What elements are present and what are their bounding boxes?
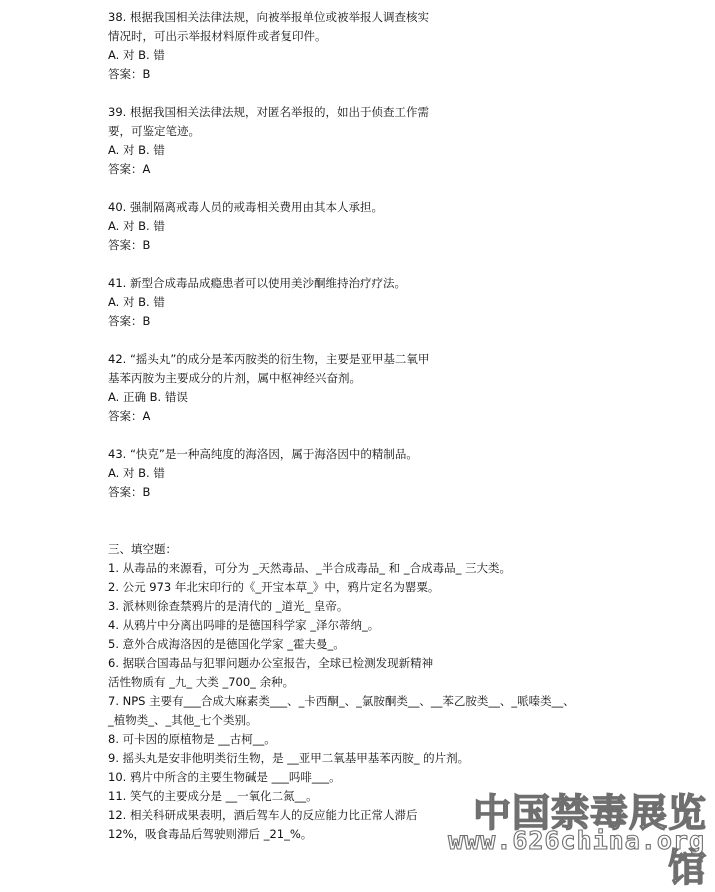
question-text: 41. 新型合成毒品成瘾患者可以使用美沙酮维持治疗疗法。 (108, 276, 406, 290)
question-38 (108, 8, 628, 84)
fill-in-section (108, 540, 628, 844)
question-text: 43. “快克”是一种高纯度的海洛因，属于海洛因中的精制品。 (108, 447, 418, 461)
question-text: 基苯丙胺为主要成分的片剂，属中枢神经兴奋剂。 (108, 371, 361, 385)
question-text: 情况时，可出示举报材料原件或者复印件。 (108, 29, 327, 43)
fill-line: 12%，吸食毒品后驾驶则滞后 _21_%。 (108, 827, 313, 841)
question-options: A. 对 B. 错 (108, 295, 165, 309)
fill-line: 6. 据联合国毒品与犯罪问题办公室报告，全球已检测发现新精神 (108, 656, 434, 670)
question-options: A. 对 B. 错 (108, 219, 165, 233)
question-42 (108, 350, 628, 426)
document-page (108, 8, 628, 844)
question-answer: 答案：B (108, 485, 151, 499)
fill-line: 5. 意外合成海洛因的是德国化学家 _霍夫曼_。 (108, 637, 345, 651)
question-answer: 答案：A (108, 162, 151, 176)
fill-line: 12. 相关科研成果表明，酒后驾车人的反应能力比正常人滞后 (108, 808, 418, 822)
fill-line: 活性物质有 _九_ 大类 _700_ 余种。 (108, 675, 295, 689)
question-answer: 答案：B (108, 314, 151, 328)
question-text: 39. 根据我国相关法律法规，对匿名举报的，如出于侦查工作需 (108, 105, 429, 119)
fill-line: 8. 可卡因的原植物是 __古柯__。 (108, 732, 276, 746)
question-text: 42. “摇头丸”的成分是苯丙胺类的衍生物，主要是亚甲基二氧甲 (108, 352, 430, 366)
fill-line: 11. 笑气的主要成分是 __一氧化二氮__。 (108, 789, 318, 803)
fill-line: 9. 摇头丸是安非他明类衍生物，是 __亚甲二氧基甲基苯丙胺_ 的片剂。 (108, 751, 470, 765)
fill-line: 1. 从毒品的来源看，可分为 _天然毒品、_半合成毒品_ 和 _合成毒品_ 三大类。 (108, 561, 511, 575)
fill-line: 3. 派林则徐查禁鸦片的是清代的 _道光_ 皇帝。 (108, 599, 349, 613)
question-options: A. 对 B. 错 (108, 143, 165, 157)
question-text: 40. 强制隔离戒毒人员的戒毒相关费用由其本人承担。 (108, 200, 383, 214)
watermark-url: www.626china.org (448, 826, 705, 855)
question-options: A. 对 B. 错 (108, 48, 165, 62)
question-answer: 答案：B (108, 67, 151, 81)
question-43 (108, 445, 628, 502)
question-39 (108, 103, 628, 179)
question-text: 38. 根据我国相关法律法规，向被举报单位或被举报人调查核实 (108, 10, 429, 24)
watermark-title: 中国禁毒展览馆 (472, 791, 707, 890)
question-options: A. 对 B. 错 (108, 466, 165, 480)
fill-line: 10. 鸦片中所含的主要生物碱是 ___吗啡___。 (108, 770, 341, 784)
fill-line: 7. NPS 主要有___合成大麻素类___、_卡西酮_、_氯胺酮类__、__苯乙胺类__、_哌嗪类__、 (108, 694, 575, 708)
question-answer: 答案：A (108, 409, 151, 423)
fill-line: 2. 公元 973 年北宋印行的《_开宝本草_》中，鸦片定名为罂粟。 (108, 580, 440, 594)
question-answer: 答案：B (108, 238, 151, 252)
section-heading: 三、填空题： (108, 542, 177, 556)
fill-line: _植物类_、_其他_七个类别。 (108, 713, 258, 727)
question-40 (108, 198, 628, 255)
question-41 (108, 274, 628, 331)
fill-line: 4. 从鸦片中分离出吗啡的是德国科学家 _泽尔蒂纳_。 (108, 618, 380, 632)
question-options: A. 正确 B. 错误 (108, 390, 188, 404)
question-text: 要，可鉴定笔迹。 (108, 124, 200, 138)
